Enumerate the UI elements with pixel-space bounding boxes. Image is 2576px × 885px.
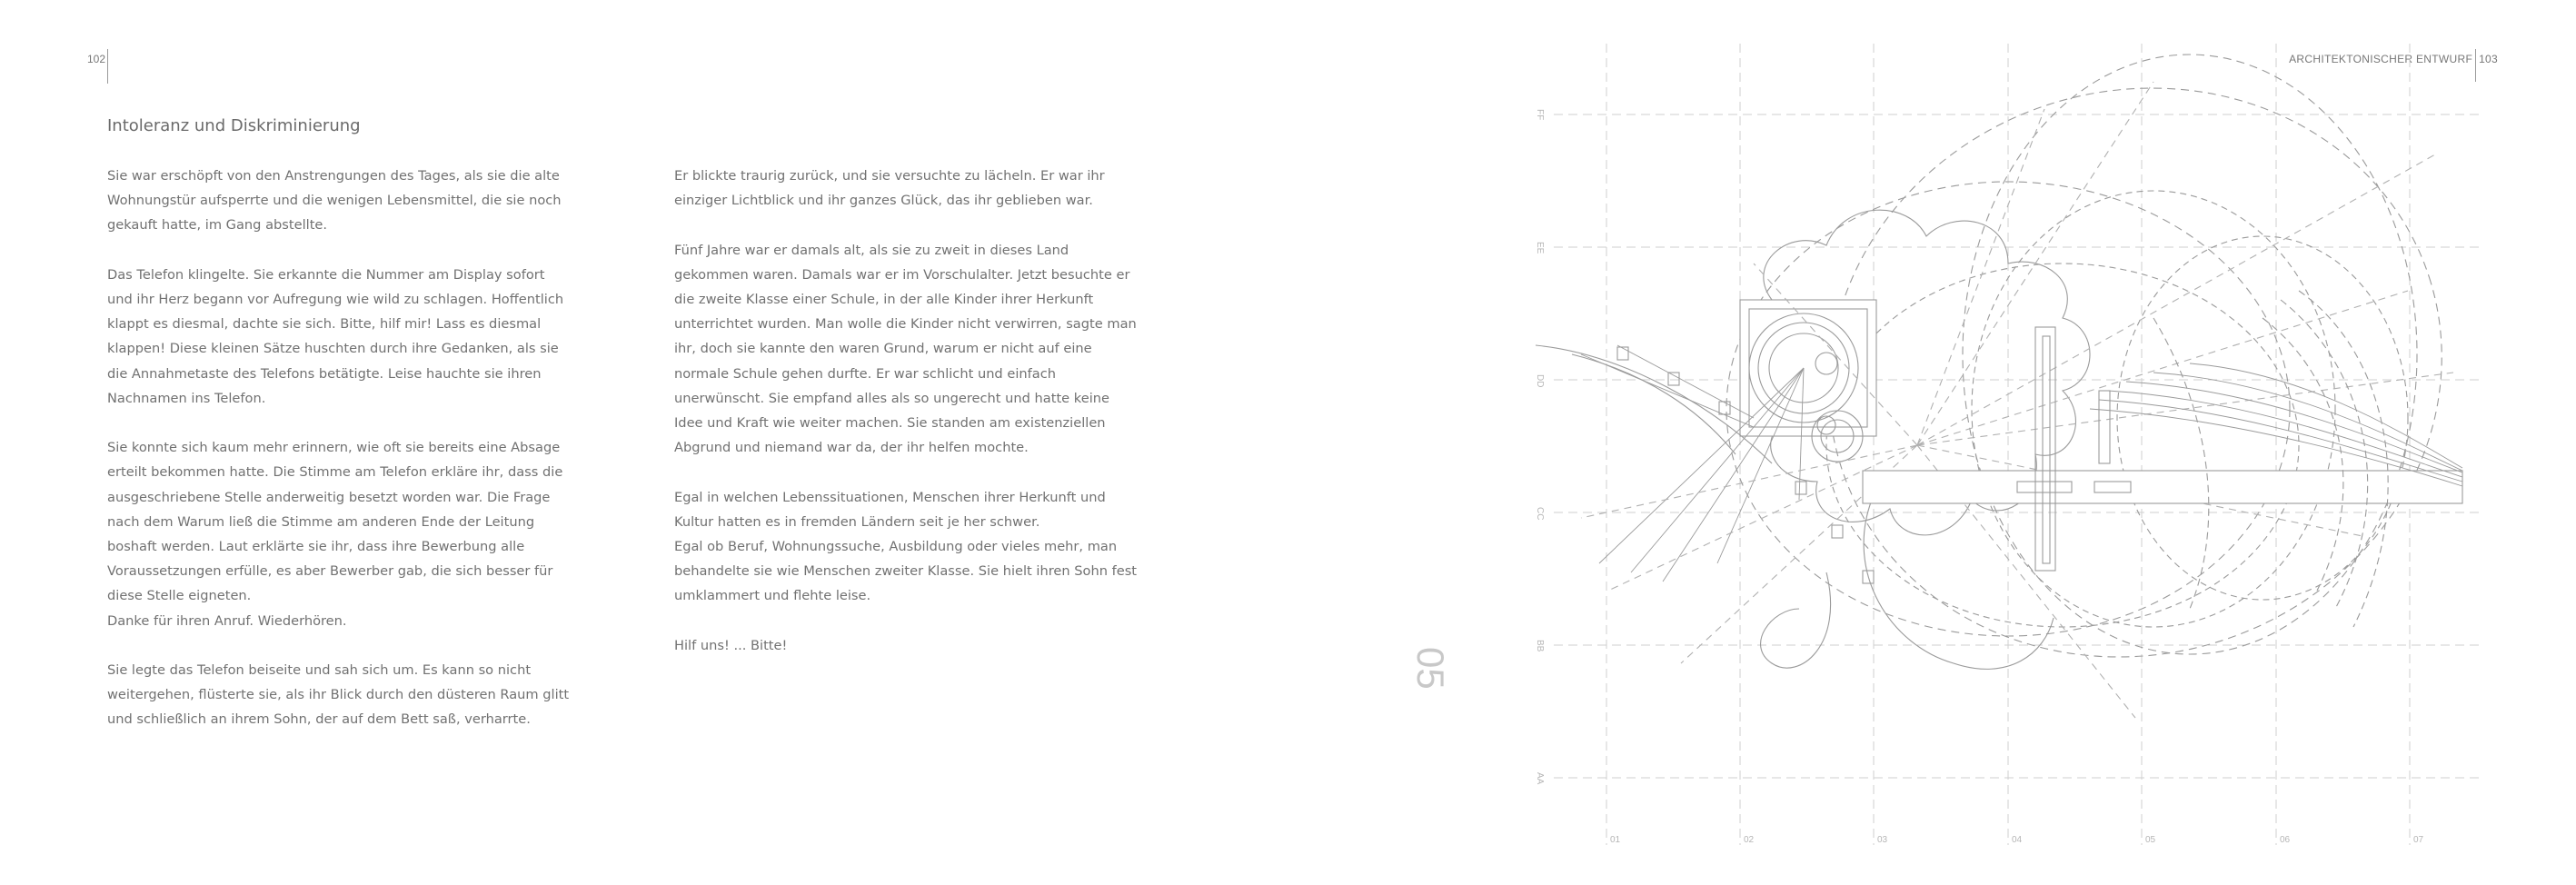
grid-label-bottom: 03 bbox=[1877, 835, 1888, 845]
section-header: ARCHITEKTONISCHER ENTWURF bbox=[2289, 53, 2473, 65]
grid-label-bottom: 06 bbox=[2280, 835, 2291, 845]
plan-linework bbox=[1536, 27, 2508, 736]
grid-label-bottom: 07 bbox=[2413, 835, 2424, 845]
grid-label-side: BB bbox=[1535, 640, 1545, 652]
grid-label-bottom: 05 bbox=[2145, 835, 2156, 845]
chapter-title: Intoleranz und Diskriminierung bbox=[107, 116, 361, 135]
page-number-left: 102 bbox=[87, 53, 106, 65]
architectural-plan-drawing bbox=[1499, 27, 2508, 863]
paragraph: Das Telefon klingelte. Sie erkannte die Nummer am Display sofort und ihr Herz begann vor Aufregung wie wild zu schlagen. Hoffentlich klappt es diesmal, dachte sie sich. Bitte, hilf mir! Lass es diesmal klappen! Diese kleinen Sätze huschten durch ihre Gedanken, als sie die Annahmetaste des Telefons betätigte. Leise hauchte sie ihren Nachnamen ins Telefon. bbox=[107, 266, 564, 406]
paragraph: Fünf Jahre war er damals alt, als sie zu zweit in dieses Land gekommen waren. Damals war er im Vorschulalter. Jetzt besuchte er die zweite Klasse einer Schule, in der alle Kinder ihrer Herkunft unterrichtet wurden. Man wolle die Kinder nicht verwirren, sagte man ihr, doch sie kannte den waren Grund, warum er nicht auf eine normale Schule gehen durfte. Er war schlicht und einfach unerwünscht. Sie empfand alles als so ungerecht und hatte keine Idee und Kraft wie weiter machen. Sie standen am existenziellen Abgrund und niemand war da, der ihr helfen mochte. bbox=[674, 242, 1137, 456]
grid-label-side: EE bbox=[1535, 242, 1545, 254]
grid-label-side: DD bbox=[1535, 374, 1545, 388]
grid-label-bottom: 04 bbox=[2012, 835, 2023, 845]
grid-label-bottom: 02 bbox=[1744, 835, 1755, 845]
text-column-1 bbox=[107, 164, 571, 757]
page-rule-left bbox=[107, 49, 108, 84]
grid-label-side: AA bbox=[1535, 772, 1545, 785]
chapter-number: 05 bbox=[1409, 647, 1452, 690]
grid-label-bottom: 01 bbox=[1610, 835, 1621, 845]
page-number-right: 103 bbox=[2479, 53, 2498, 65]
paragraph: Sie konnte sich kaum mehr erinnern, wie oft sie bereits eine Absage erteilt bekommen hatte. Die Stimme am Telefon erkläre ihr, dass die ausgeschriebene Stelle anderweitig besetzt worden war. Die Frage nach dem Warum ließ die Stimme am anderen Ende der Leitung boshaft werden. Laut erklärte sie ihr, dass ihre Bewerbung alle Voraussetzungen erfülle, es aber Bewerber gab, die sich besser für diese Stelle eigneten. Danke für ihren Anruf. Wiederhören. bbox=[107, 440, 563, 629]
text-column-2 bbox=[674, 164, 1138, 682]
paragraph: Hilf uns! ... Bitte! bbox=[674, 637, 788, 653]
paragraph: Egal in welchen Lebenssituationen, Menschen ihrer Herkunft und Kultur hatten es in fremden Ländern seit je her schwer. Egal ob Beruf, Wohnungssuche, Ausbildung oder vieles mehr, man behandelte sie wie Menschen zweiter Klasse. Sie hielt ihren Sohn fest umklammert und flehte leise. bbox=[674, 489, 1138, 604]
paragraph: Sie legte das Telefon beiseite und sah sich um. Es kann so nicht weitergehen, flüsterte sie, als ihr Blick durch den düsteren Raum glitt und schließlich an ihrem Sohn, der auf dem Bett saß, verharrte. bbox=[107, 662, 570, 728]
grid-label-side: CC bbox=[1535, 507, 1545, 521]
grid-label-side: FF bbox=[1535, 109, 1545, 121]
paragraph: Er blickte traurig zurück, und sie versuchte zu lächeln. Er war ihr einziger Lichtblick und ihr ganzes Glück, das ihr geblieben war. bbox=[674, 168, 1105, 209]
plan-grid bbox=[1554, 44, 2481, 845]
paragraph: Sie war erschöpft von den Anstrengungen des Tages, als sie die alte Wohnungstür aufsperrte und die wenigen Lebensmittel, die sie noch gekauft hatte, im Gang abstellte. bbox=[107, 168, 562, 234]
